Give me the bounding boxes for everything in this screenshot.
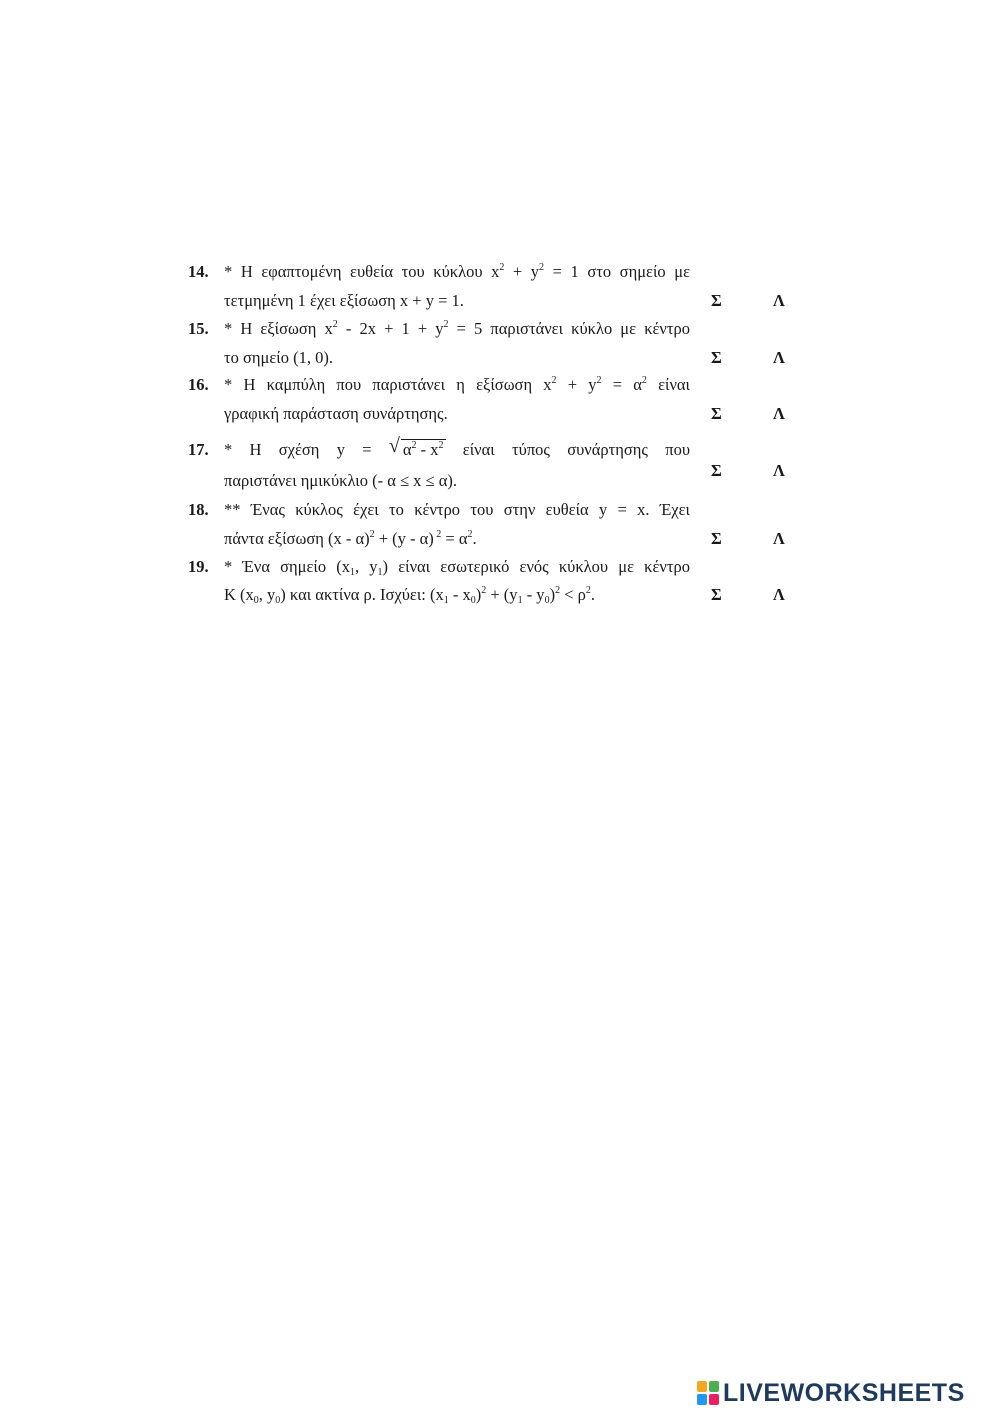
answer-true-button[interactable]: Σ <box>711 291 722 310</box>
question-number: 18. <box>188 500 209 519</box>
answer-true-button[interactable]: Σ <box>711 461 722 480</box>
logo-square-icon <box>709 1394 719 1405</box>
answer-false-button[interactable]: Λ <box>773 291 785 310</box>
logo-square-icon <box>709 1381 719 1392</box>
question-text-line1: * Ένα σημείο ($x_1$, $y_1$) είναι εσωτερικό ενός κύκλου με κέντρο <box>224 557 690 578</box>
answer-true-button[interactable]: Σ <box>711 348 722 367</box>
question-text-line2: γραφική παράσταση συνάρτησης. <box>224 404 448 423</box>
square-root: √ $\alpha^2 - x^2$ <box>389 440 446 460</box>
question-text-line1: ** Ένας κύκλος έχει το κέντρο του στην ευθεία y = x. Έχει <box>224 500 690 519</box>
question-number: 19. <box>188 557 209 576</box>
question-text-line2: παριστάνει ημικύκλιο (- α ≤ x ≤ α). <box>224 471 457 490</box>
answer-true-button[interactable]: Σ <box>711 585 722 604</box>
question-text-line1: * Η καμπύλη που παριστάνει η εξίσωση $x^2 + y^2 = \alpha^2$ είναι <box>224 375 690 394</box>
answer-false-button[interactable]: Λ <box>773 585 785 604</box>
answer-false-button[interactable]: Λ <box>773 461 785 480</box>
question-text-line2: Κ ($x_0$, $y_0$) και ακτίνα ρ. Ισχύει: $(x_1 - x_0)^2 + (y_1 - y_0)^2 < \rho^2$. <box>224 585 595 606</box>
logo-text: LIVEWORKSHEETS <box>723 1378 965 1407</box>
question-text-line1: * Η εφαπτομένη ευθεία του κύκλου $x^2 + y^2 = 1$ στο σημείο με <box>224 262 691 281</box>
question-text-line2: πάντα εξίσωση (x - α)$^2$ + (y - α) $^2 = \alpha^2$. <box>224 529 477 548</box>
question-text-line2: τετμημένη 1 έχει εξίσωση x + y = 1. <box>224 291 464 310</box>
question-number: 16. <box>188 375 209 394</box>
answer-true-button[interactable]: Σ <box>711 404 722 423</box>
answer-true-button[interactable]: Σ <box>711 529 722 548</box>
logo-square-icon <box>697 1381 707 1392</box>
answer-false-button[interactable]: Λ <box>773 404 785 423</box>
question-number: 17. <box>188 440 209 459</box>
liveworksheets-logo <box>697 1378 965 1408</box>
question-number: 15. <box>188 319 209 338</box>
question-text-line1: * Η σχέση y = √ $\alpha^2 - x^2$ είναι τύπος συνάρτησης που <box>224 440 690 460</box>
question-text-line1: * Η εξίσωση $x^2 - 2x + 1 + y^2 = 5$ παριστάνει κύκλο με κέντρο <box>224 319 691 338</box>
question-text-line2: το σημείο (1, 0). <box>224 348 333 367</box>
logo-square-icon <box>697 1394 707 1405</box>
answer-false-button[interactable]: Λ <box>773 529 785 548</box>
liveworksheets-logo-icon <box>697 1381 719 1405</box>
answer-false-button[interactable]: Λ <box>773 348 785 367</box>
question-number: 14. <box>188 262 209 281</box>
